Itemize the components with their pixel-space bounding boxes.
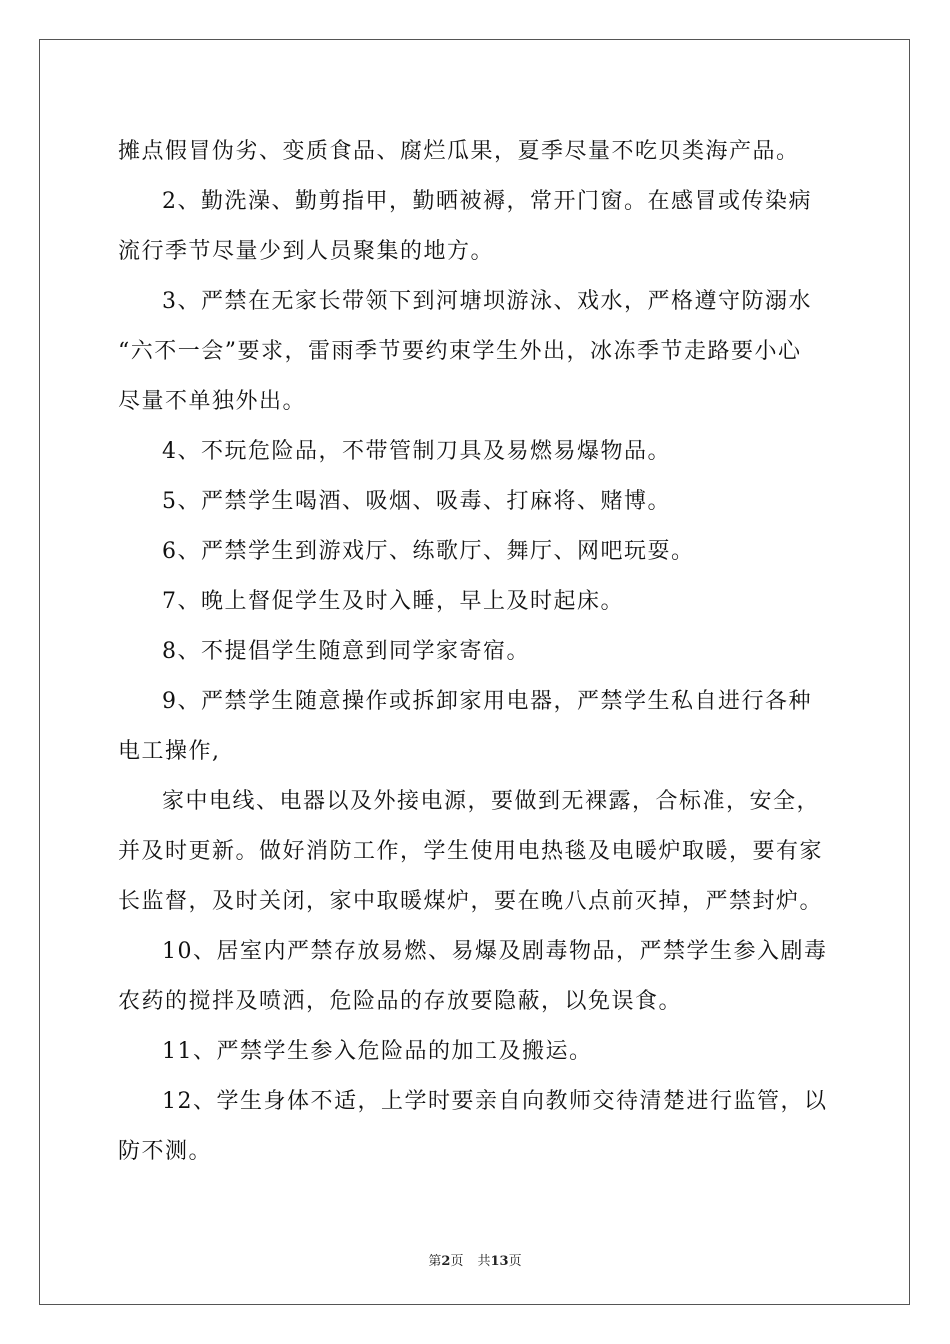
text-line: 摊点假冒伪劣、变质食品、腐烂瓜果，夏季尽量不吃贝类海产品。: [118, 139, 800, 164]
text-line: 6、严禁学生到游戏厅、练歌厅、舞厅、网吧玩耍。: [162, 539, 695, 564]
text-line: “六不一会”要求，雷雨季节要约束学生外出，冰冻季节走路要小心: [118, 339, 802, 364]
text-line: 4、不玩危险品，不带管制刀具及易燃易爆物品。: [162, 439, 671, 464]
text-line: 11、严禁学生参入危险品的加工及搬运。: [162, 1039, 593, 1064]
footer-total-prefix: 共: [477, 1254, 491, 1269]
document-body: [118, 127, 833, 1177]
text-line: 电工操作,: [118, 739, 221, 764]
text-line: 防不测。: [118, 1139, 213, 1164]
text-line: 10、居室内严禁存放易燃、易爆及剧毒物品，严禁学生参入剧毒: [162, 939, 828, 964]
footer-prefix: 第: [428, 1254, 442, 1269]
text-line: 7、晚上督促学生及时入睡，早上及时起床。: [162, 589, 624, 614]
text-line: 流行季节尽量少到人员聚集的地方。: [118, 239, 495, 264]
text-line: 9、严禁学生随意操作或拆卸家用电器，严禁学生私自进行各种: [162, 689, 812, 714]
text-line: 尽量不单独外出。: [118, 389, 307, 414]
text-line: 长监督，及时关闭，家中取暖煤炉，要在晚八点前灭掉，严禁封炉。: [118, 889, 824, 914]
text-line: 8、不提倡学生随意到同学家寄宿。: [162, 639, 530, 664]
footer-page-word: 页: [450, 1254, 464, 1269]
footer-current-page: 2: [441, 1254, 451, 1269]
text-line: 12、学生身体不适，上学时要亲自向教师交待清楚进行监管，以: [162, 1089, 828, 1114]
text-line: 家中电线、电器以及外接电源，要做到无裸露，合标准，安全，: [162, 789, 821, 814]
text-line: 农药的搅拌及喷洒，危险品的存放要隐蔽，以免误食。: [118, 989, 683, 1014]
text-line: 3、严禁在无家长带领下到河塘坝游泳、戏水，严格遵守防溺水: [162, 289, 812, 314]
text-line: 5、严禁学生喝酒、吸烟、吸毒、打麻将、赌博。: [162, 489, 671, 514]
footer-total-pages: 13: [490, 1254, 509, 1269]
text-line: 2、勤洗澡、勤剪指甲，勤晒被褥，常开门窗。在感冒或传染病: [162, 189, 812, 214]
text-line: 并及时更新。做好消防工作，学生使用电热毯及电暖炉取暖，要有家: [118, 839, 824, 864]
footer-total-word: 页: [508, 1254, 522, 1269]
page-footer: [0, 1250, 950, 1269]
